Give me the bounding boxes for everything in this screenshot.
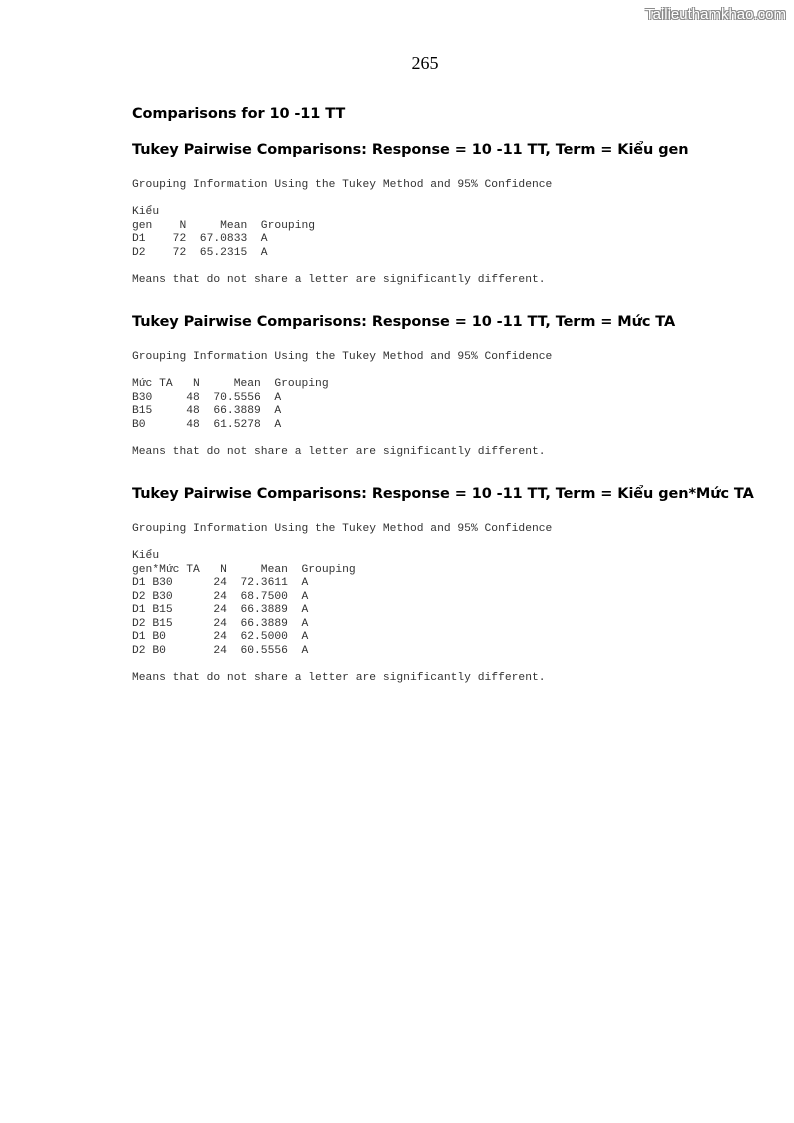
grouping-table: Kiểu gen N Mean Grouping D1 72 67.0833 A D2 72 65.2315 A xyxy=(132,206,316,259)
significance-note: Means that do not share a letter are significantly different. xyxy=(132,671,546,684)
page-number: 265 xyxy=(411,53,439,73)
section-heading: Tukey Pairwise Comparisons: Response = 10 -11 TT, Term = Kiểu gen*Mức TA xyxy=(132,486,754,502)
significance-note: Means that do not share a letter are significantly different. xyxy=(132,273,546,286)
grouping-table: Mức TA N Mean Grouping B30 48 70.5556 A B15 48 66.3889 A B0 48 61.5278 A xyxy=(132,378,329,431)
section-heading: Tukey Pairwise Comparisons: Response = 10 -11 TT, Term = Mức TA xyxy=(132,314,676,330)
section-muc-ta xyxy=(132,312,772,459)
significance-note: Means that do not share a letter are significantly different. xyxy=(132,445,546,458)
watermark: Tailieuthamkhao.com xyxy=(645,6,786,23)
section-kieu-gen xyxy=(132,140,772,287)
grouping-table: Kiểu gen*Mức TA N Mean Grouping D1 B30 24 72.3611 A D2 B30 24 68.7500 A D1 B15 24 66.3889 A D2 B15 24 66.3889 A D1 B0 24 62.5000 A D2 B0 24 60.5556 A xyxy=(132,550,356,657)
section-kieu-gen-muc-ta xyxy=(132,484,772,685)
grouping-info: Grouping Information Using the Tukey Method and 95% Confidence xyxy=(132,179,553,191)
grouping-info: Grouping Information Using the Tukey Method and 95% Confidence xyxy=(132,523,553,535)
grouping-info: Grouping Information Using the Tukey Method and 95% Confidence xyxy=(132,351,553,363)
section-heading: Tukey Pairwise Comparisons: Response = 10 -11 TT, Term = Kiểu gen xyxy=(132,142,689,158)
document-body xyxy=(132,104,772,685)
page-title: Comparisons for 10 -11 TT xyxy=(132,106,346,122)
